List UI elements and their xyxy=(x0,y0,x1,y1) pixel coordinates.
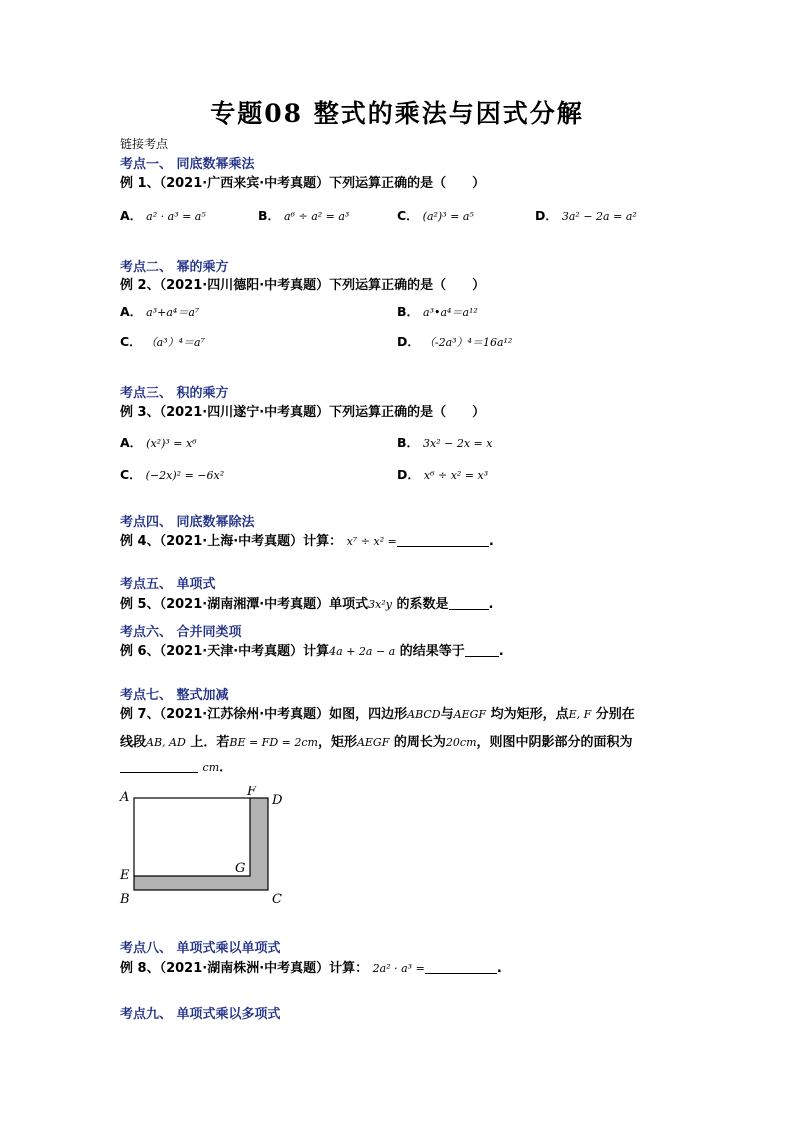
example-7-line-2: 线段AB, AD 上．若BE = FD = 2cm，矩形AEGF 的周长为20cm，则图中阴影部分的面积为 xyxy=(120,735,633,750)
example-3-option-b: B． 3x² − 2x = x xyxy=(397,435,493,450)
label-c: C xyxy=(272,892,282,907)
example-6-question: 例 6、（2021·天津·中考真题）计算4a + 2a − a 的结果等于 . xyxy=(120,644,504,659)
example-5-question: 例 5、（2021·湖南湘潭·中考真题）单项式3x²y 的系数是 . xyxy=(120,597,494,612)
label-b: B xyxy=(120,892,130,907)
section-label: 链接考点 xyxy=(120,137,169,151)
label-a: A xyxy=(120,790,130,805)
answer-blank xyxy=(397,534,489,547)
topic-9-heading: 考点九、 单项式乘以多项式 xyxy=(120,1007,281,1022)
example-8-question: 例 8、（2021·湖南株洲·中考真题）计算： 2a² · a³ = . xyxy=(120,961,502,976)
topic-3-heading: 考点三、 积的乘方 xyxy=(120,386,229,401)
label-d: D xyxy=(272,793,283,808)
topic-2-heading: 考点二、 幂的乘方 xyxy=(120,260,229,275)
topic-4-heading: 考点四、 同底数幂除法 xyxy=(120,515,255,530)
example-3-option-a: A． (x²)³ = x⁶ xyxy=(120,435,197,450)
example-2-option-a: A． a³+a⁴＝a⁷ xyxy=(120,304,200,319)
topic-5-heading: 考点五、 单项式 xyxy=(120,577,216,592)
shaded-region-bottom xyxy=(134,876,268,890)
example-1-option-d: D． 3a² − 2a = a² xyxy=(535,208,637,223)
topic-8-heading: 考点八、 单项式乘以单项式 xyxy=(120,941,281,956)
rectangle-figure xyxy=(114,786,294,908)
rectangle-aegf xyxy=(134,798,250,876)
page-title: 专题08 整式的乘法与因式分解 xyxy=(210,99,584,128)
example-2-option-b: B． a³•a⁴＝a¹² xyxy=(397,304,478,319)
example-3-option-d: D． x⁶ ÷ x² = x³ xyxy=(397,467,489,482)
example-1-option-c: C． (a²)³ = a⁵ xyxy=(397,208,474,223)
label-e: E xyxy=(120,868,130,883)
example-3-question: 例 3、（2021·四川遂宁·中考真题）下列运算正确的是（ ） xyxy=(120,405,486,420)
example-1-question: 例 1、（2021·广西来宾·中考真题）下列运算正确的是（ ） xyxy=(120,176,486,191)
example-1-option-a: A． a² · a³ = a⁵ xyxy=(120,208,206,223)
example-2-option-c: C． （a³）⁴＝a⁷ xyxy=(120,334,206,349)
topic-7-heading: 考点七、 整式加减 xyxy=(120,688,229,703)
label-g: G xyxy=(235,861,246,876)
example-4-question: 例 4、（2021·上海·中考真题）计算： x⁷ ÷ x² = . xyxy=(120,534,494,549)
answer-blank xyxy=(425,961,497,974)
example-1-option-b: B． a⁶ ÷ a² = a³ xyxy=(258,208,350,223)
answer-blank xyxy=(449,597,489,610)
label-f: F xyxy=(247,786,257,799)
example-3-option-c: C． (−2x)² = −6x² xyxy=(120,467,225,482)
topic-1-heading: 考点一、 同底数幂乘法 xyxy=(120,157,255,172)
example-7-line-1: 例 7、（2021·江苏徐州·中考真题）如图，四边形ABCD与AEGF 均为矩形，点E, F 分别在 xyxy=(120,707,635,722)
example-2-question: 例 2、（2021·四川德阳·中考真题）下列运算正确的是（ ） xyxy=(120,278,486,293)
topic-6-heading: 考点六、 合并同类项 xyxy=(120,625,242,640)
answer-blank xyxy=(465,644,499,657)
example-7-line-3: cm． xyxy=(120,756,232,775)
answer-blank xyxy=(120,760,198,773)
example-2-option-d: D． （-2a³）⁴＝16a¹² xyxy=(397,334,513,349)
